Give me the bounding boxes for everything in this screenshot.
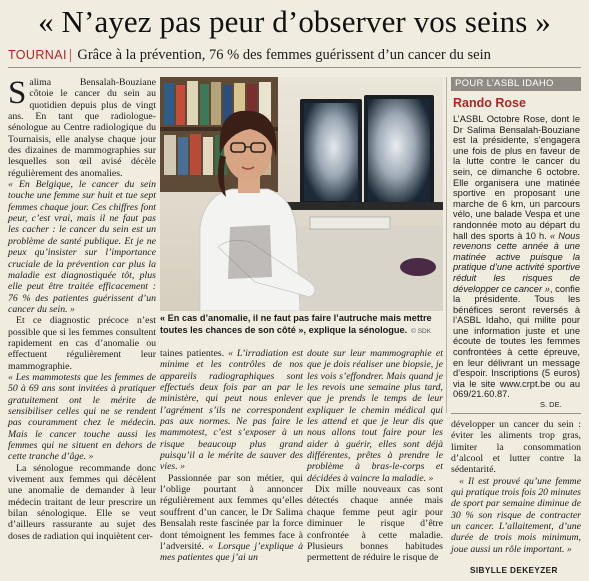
sidebar-body-b: , confie la présidente. Tous les bénéfices seront reversés à l’ASBL Idaho, qui milite pour une information juste et une écoute de toutes les femmes confrontées à cette épreuve, en leur délivrant un message d’espoir. Inscriptions (5 euros) via le site www.crpt.be ou au 069/21.60.87.: [453, 283, 580, 400]
sidebar-body: [453, 114, 580, 400]
c3-paragraph-1: Dix mille nouveaux cas sont détectés chaque année mais chaque femme peut agir pour diminuer le risque d’être confrontée à cette maladie. Plusieurs bonnes habitudes permettent de réduire le risque de: [307, 484, 443, 564]
sidebar-body-a: L’ASBL Octobre Rose, dont le Dr Salima Bensalah-Bouziane est la présidente, s’engagera une fois de plus en faveur de la lutte contre le cancer du sein, ce dimanche 6 octobre. Elle organisera une matinée sportive en proposant une marche de 6 km, un parcours vélo, une balade Vespa et une randonnée moto au départ du hall des sports à 10 h.: [453, 114, 580, 241]
column-4: [451, 419, 581, 555]
c2-quote-2: « Lorsque j’explique à mes patientes que j’ai un: [160, 540, 303, 564]
c3-quote-1: doute sur leur mammographie et que je dois réaliser une biopsie, je les vois s’effondrer. Mais quand je les revois une semaine plus tard, que je prends le temps de leur expliquer le chemin médical qui les attend et que je leur dis que nous allons tout faire pour les aider à guérir, elles sont déjà différentes, prêtes à prendre le problème à bras-le-corps et décidées à vaincre la maladie. »: [307, 348, 443, 484]
article-photo: [160, 77, 443, 311]
sidebar-quote: « Nous revenons cette année à une matinée active puisque la pratique d’une activité sportive réduit les risques de développer ce cancer »: [453, 230, 580, 294]
sidebar-header-bar: POUR L’ASBL IDAHO: [451, 77, 581, 91]
c1-paragraph-2: Et ce diagnostic précoce n’est possible que si les femmes consultent rapidement en cas d’anomalie ou effectuent régulièrement leur mammographie.: [8, 315, 156, 372]
byline: SIBYLLE DEKEYZER: [470, 566, 558, 575]
photo-illustration: [160, 77, 443, 311]
c1-paragraph-1: alima Bensalah-Bouziane côtoie le cancer du sein au quotidien depuis plus de vingt ans. En tant que radiologue-sénologue au Centre radiologique du Tournaisis, elle analyse chaque jour des dizaines de mammographies sur lesquelles son œil avisé décèle régulièrement des anomalies.: [8, 77, 156, 179]
column-2: [160, 348, 303, 564]
photo-credit: © SDK: [411, 328, 432, 335]
photo-caption: [160, 312, 443, 345]
dropcap: S: [8, 75, 27, 111]
c2-quote-1: « L’irradiation est minime et les contrôles de nos appareils radiographiques sont effectués deux fois par an par le ministère, qui peut nous enlever l’agrément s’ils ne correspondent pas aux normes. Ne pas faire le mammotest, c’est s’exposer à un risque beaucoup plus grand puisqu’il a le mérite de sauver des vies. »: [160, 348, 303, 473]
c1-quote-1: « En Belgique, le cancer du sein touche une femme sur huit et tue sept femmes chaque jour. Ces chiffres font peur, c’est vrai, mais il ne faut pas les cacher : le cancer du sein est un problème de santé publique. Et je ne peux qu’insister sur l’importance cruciale de la prévention car plus la maladie est diagnostiquée tôt, plus elle peut être traitée efficacement : 76 % des patientes guérissent d’un cancer du sein. »: [8, 179, 156, 315]
c2-paragraph-1: taines patientes.: [160, 348, 225, 359]
headline: « N’ayez pas peur d’observer vos seins »: [38, 4, 551, 39]
top-rule: [8, 67, 581, 68]
subhead-text: Grâce à la prévention, 76 % des femmes guérissent d’un cancer du sein: [77, 47, 491, 63]
kicker-tournai: TOURNAI: [8, 48, 67, 62]
c1-quote-2: « Les mammotests que les femmes de 50 à 69 ans sont invitées à pratiquer gratuitement ont le mérite de sensibiliser celles qui ne se rendent pas couramment chez le médecin. Mais le cancer touche aussi les femmes qui ne situent en dehors de cette tranche d’âge. »: [8, 371, 156, 463]
c4-quote-1: « Il est prouvé qu’une femme qui pratique trois fois 20 minutes de sport par semaine diminue de 30 % son risque de contracter un cancer. L’allaitement, d’une durée de trois mois minimum, joue aussi un rôle important. »: [451, 475, 581, 555]
sidebar-divider: [446, 77, 447, 413]
sidebar-signature: S. DE.: [540, 400, 562, 409]
sidebar-title: Rando Rose: [453, 96, 526, 110]
subhead: TOURNAI | Grâce à la prévention, 76 % des femmes guérissent d’un cancer du sein: [8, 47, 491, 63]
column-1: [8, 77, 156, 542]
c1-paragraph-3: La sénologue recommande donc vivement aux femmes qui décèlent une anomalie de demander à leur médecin traitant de leur prescrire un bilan sénologique. Elle se veut d’ailleurs rassurante au sujet des doses de radiation qui inquiètent cer-: [8, 462, 156, 542]
caption-text: « En cas d’anomalie, il ne faut pas faire l’autruche mais mettre toutes les chances de son côté », explique la sénologue.: [160, 313, 432, 335]
c4-paragraph-1: développer un cancer du sein : éviter les aliments trop gras, limiter la consommation d’alcool et lutter contre la sédentarité.: [451, 419, 581, 476]
column-3: [307, 348, 443, 564]
c2-paragraph-2: Passionnée par son métier, qui l’oblige pourtant à annoncer régulièrement aux femmes qu’elles souffrent d’un cancer, le Dr Salima Bensalah reste fascinée par la force dont témoignent les femmes face à l’adversité.: [160, 472, 303, 552]
sidebar-bottom-rule: [451, 413, 581, 414]
